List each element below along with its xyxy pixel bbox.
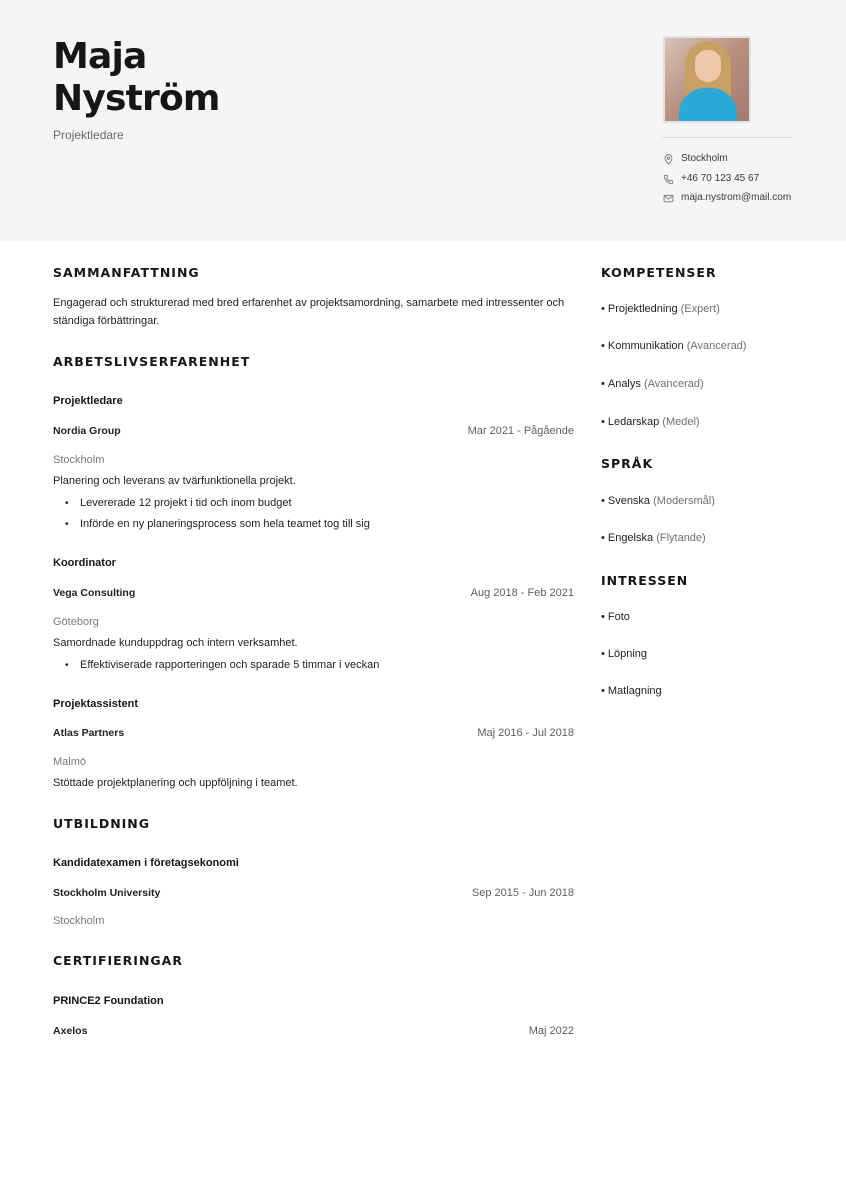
- summary-heading: SAMMANFATTNING: [53, 265, 200, 280]
- skill-level: (Medel): [662, 416, 700, 428]
- contact-location-text: Stockholm: [681, 153, 728, 164]
- skill-name: Projektledning: [607, 303, 678, 315]
- skill-item: • Analys (Avancerad): [601, 378, 704, 390]
- phone-icon: [663, 174, 674, 185]
- contact-email-text: maja.nystrom@mail.com: [681, 192, 792, 203]
- job-city: Stockholm: [53, 454, 105, 466]
- contact-location: [663, 152, 843, 166]
- interests-heading: INTRESSEN: [601, 573, 689, 588]
- contact-phone[interactable]: [663, 172, 843, 186]
- contact-email[interactable]: [663, 191, 843, 205]
- interest-name: Matlagning: [607, 685, 662, 697]
- interest-name: Löpning: [607, 648, 648, 660]
- job-role: Projektledare: [53, 395, 123, 407]
- job-bullet: • Levererade 12 projekt i tid och inom budget: [65, 497, 292, 509]
- job-description: Planering och leverans av tvärfunktionella projekt.: [53, 475, 296, 487]
- certification-date: Maj 2022: [528, 1025, 574, 1037]
- skill-item: • Ledarskap (Medel): [601, 416, 700, 428]
- education-city: Stockholm: [53, 915, 105, 927]
- education-degree: Kandidatexamen i företagsekonomi: [53, 857, 239, 869]
- certifications-heading: CERTIFIERINGAR: [53, 953, 183, 968]
- profile-photo: [663, 36, 751, 123]
- skill-item: • Projektledning (Expert): [601, 303, 720, 315]
- interest-item: • Löpning: [601, 648, 648, 660]
- language-item: • Svenska (Modersmål): [601, 495, 715, 507]
- language-name: Svenska: [607, 495, 651, 507]
- skills-heading: KOMPETENSER: [601, 265, 717, 280]
- job-description: Stöttade projektplanering och uppföljning i teamet.: [53, 777, 298, 789]
- language-item: • Engelska (Flytande): [601, 532, 706, 544]
- skill-level: (Avancerad): [686, 340, 747, 352]
- skill-name: Kommunikation: [607, 340, 684, 352]
- job-bullet: • Effektiviserade rapporteringen och sparade 5 timmar i veckan: [65, 659, 379, 671]
- interest-item: • Foto: [601, 611, 630, 623]
- summary-text: Engagerad och strukturerad med bred erfarenhet av projektsamordning, samarbete med intressenter och ständiga förbättringar.: [53, 297, 565, 327]
- job-company: Nordia Group: [53, 425, 121, 437]
- language-level: (Flytande): [656, 532, 706, 544]
- last-name: Nyström: [53, 78, 220, 119]
- certification-name: PRINCE2 Foundation: [53, 995, 164, 1007]
- mail-icon: [663, 193, 674, 204]
- job-dates: Mar 2021 - Pågående: [467, 425, 574, 437]
- language-name: Engelska: [607, 532, 654, 544]
- map-pin-icon: [663, 154, 674, 165]
- skill-level: (Avancerad): [643, 378, 704, 390]
- job-bullet: • Införde en ny planeringsprocess som hela teamet tog till sig: [65, 518, 370, 530]
- languages-heading: SPRÅK: [601, 456, 654, 471]
- language-level: (Modersmål): [653, 495, 715, 507]
- interest-name: Foto: [607, 611, 630, 623]
- job-dates: Aug 2018 - Feb 2021: [470, 587, 574, 599]
- experience-heading: ARBETSLIVSERFARENHET: [53, 354, 251, 369]
- job-role: Koordinator: [53, 557, 116, 569]
- contact-divider: [662, 137, 792, 138]
- resume-header: [0, 0, 846, 241]
- certification-issuer: Axelos: [53, 1025, 88, 1037]
- contact-phone-text: +46 70 123 45 67: [681, 173, 760, 184]
- skill-item: • Kommunikation (Avancerad): [601, 340, 747, 352]
- job-dates: Maj 2016 - Jul 2018: [477, 727, 574, 739]
- job-company: Atlas Partners: [53, 727, 125, 739]
- job-role: Projektassistent: [53, 698, 138, 710]
- education-dates: Sep 2015 - Jun 2018: [471, 887, 574, 899]
- skill-name: Ledarskap: [607, 416, 660, 428]
- job-company: Vega Consulting: [53, 587, 136, 599]
- first-name: Maja: [53, 36, 147, 77]
- job-description: Samordnade kunduppdrag och intern verksamhet.: [53, 637, 298, 649]
- interest-item: • Matlagning: [601, 685, 662, 697]
- job-city: Göteborg: [53, 616, 99, 628]
- job-title: Projektledare: [53, 128, 124, 142]
- skill-name: Analys: [607, 378, 641, 390]
- full-name: [53, 36, 220, 120]
- education-heading: UTBILDNING: [53, 816, 151, 831]
- education-school: Stockholm University: [53, 887, 161, 899]
- skill-level: (Expert): [680, 303, 720, 315]
- job-city: Malmö: [53, 756, 87, 768]
